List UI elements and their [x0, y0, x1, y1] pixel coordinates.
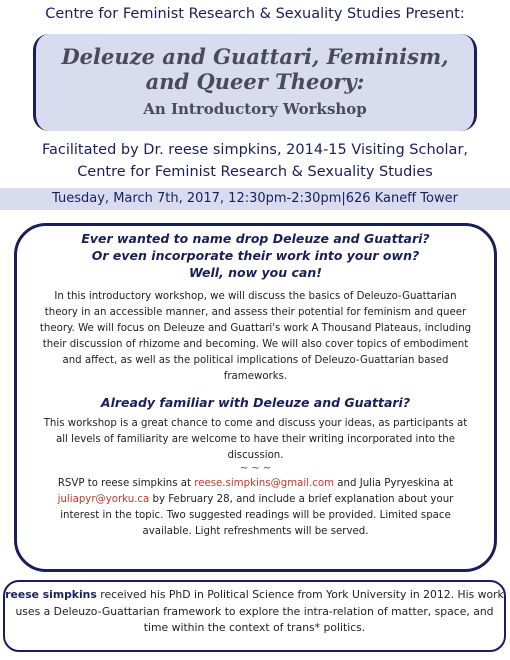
- intro-question-3: Well, now you can!: [189, 265, 322, 280]
- familiar-paragraph: This workshop is a great chance to come and discuss your ideas, as participants at all levels of familiarity are welcome to have their writing incorporated into the discussion.: [43, 418, 468, 461]
- intro-question-2: Or even incorporate their work into your own?: [91, 248, 420, 263]
- section-divider: ~ ~ ~: [239, 463, 272, 474]
- intro-questions: [37, 230, 474, 281]
- rsvp-text-3: by February 28, and include a brief explanation about your interest in the topic. Two suggested readings will be provided. Limited space available. Light refreshments will be served.: [60, 494, 454, 537]
- workshop-subtitle: An Introductory Workshop: [143, 100, 367, 118]
- bio-panel: [3, 580, 506, 652]
- facilitator-line1: Facilitated by Dr. reese simpkins, 2014-15 Visiting Scholar,: [41, 142, 469, 158]
- facilitator-info: [0, 139, 510, 183]
- workshop-title-line2: and Queer Theory:: [145, 69, 365, 94]
- rsvp-email-reese[interactable]: reese.simpkins@gmail.com: [194, 478, 335, 489]
- familiar-heading: Already familiar with Deleuze and Guattari?: [100, 395, 411, 410]
- workshop-title-line1: Deleuze and Guattari, Feminism,: [61, 44, 449, 69]
- intro-question-1: Ever wanted to name drop Deleuze and Guattari?: [81, 231, 430, 246]
- rsvp-paragraph: [37, 476, 474, 540]
- facilitator-line2: Centre for Feminist Research & Sexuality Studies: [77, 164, 433, 180]
- intro-paragraph: In this introductory workshop, we will discuss the basics of Deleuzo-Guattarian theory in an accessible manner, and assess their potential for feminism and queer theory. We will focus on Deleuze and Guattari's work A Thousand Plateaus, including their discussion of rhizome and becoming. We will also cover topics of embodiment and affect, as well as the political implications of Deleuzo-Guattarian based frameworks.: [39, 291, 472, 382]
- bio-text: received his PhD in Political Science from York University in 2012. His work uses a Deleuzo-Guattarian framework to explore the intra-relation of matter, space, and time within the context of trans* politics.: [15, 588, 504, 634]
- description-panel: [14, 223, 497, 572]
- title-banner: [33, 34, 477, 131]
- event-details-bar: Tuesday, March 7th, 2017, 12:30pm-2:30pm|626 Kaneff Tower: [0, 188, 510, 210]
- workshop-title: [36, 44, 474, 94]
- rsvp-text-2: and Julia Pyryeskina at: [334, 478, 454, 489]
- rsvp-text-1: RSVP to reese simpkins at: [57, 478, 195, 489]
- rsvp-email-julia[interactable]: juliapyr@yorku.ca: [57, 494, 150, 505]
- presenter-line: Centre for Feminist Research & Sexuality Studies Present:: [45, 6, 465, 22]
- bio-name: reese simpkins: [5, 588, 97, 601]
